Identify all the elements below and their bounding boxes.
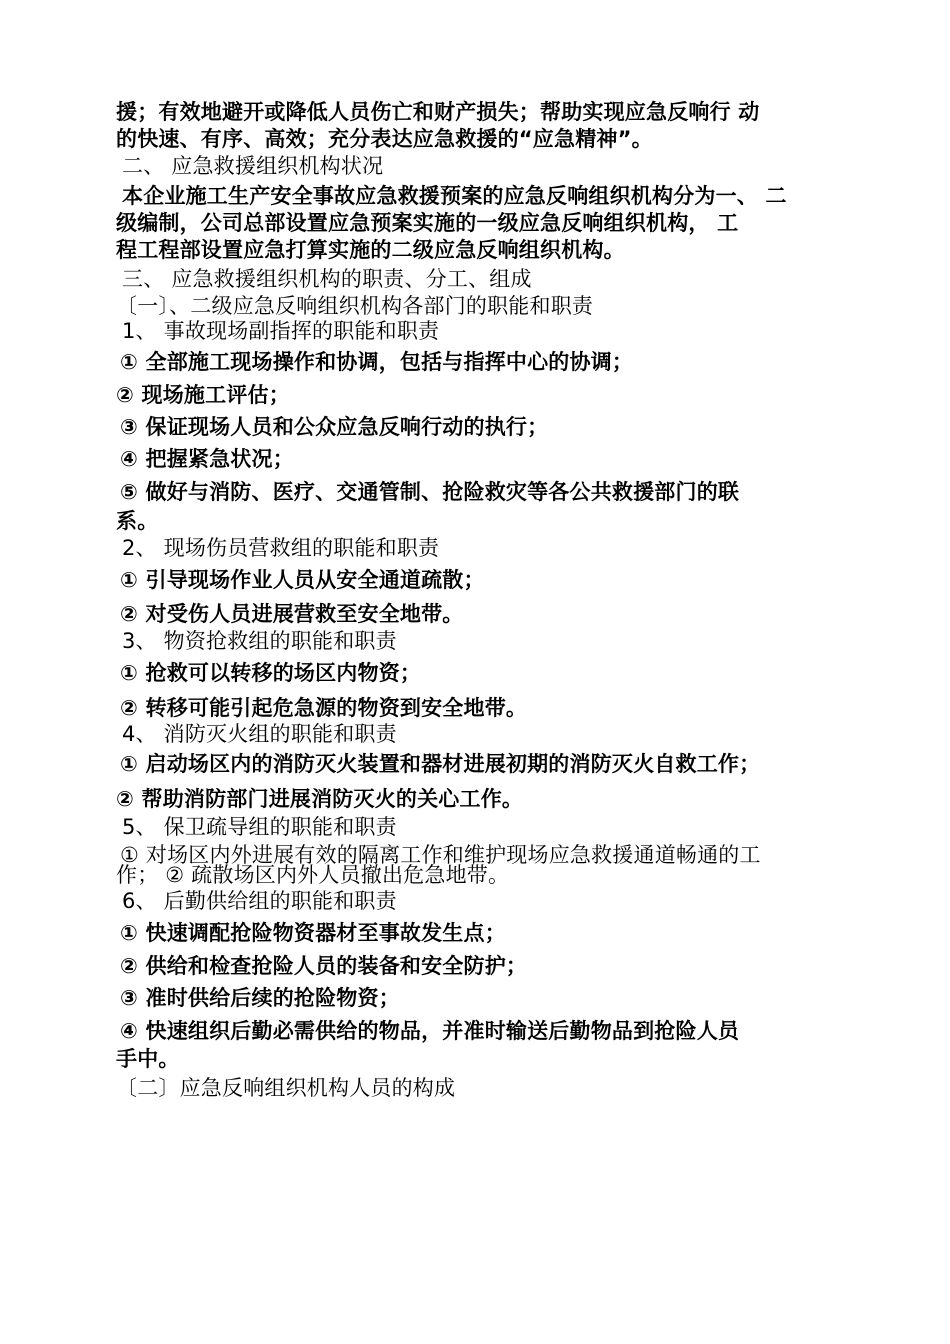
list-item: ① 对场区内外进展有效的隔离工作和维护现场应急救援通道畅通的工 bbox=[120, 843, 761, 867]
list-item: ② 供给和检查抢险人员的装备和安全防护； bbox=[120, 954, 528, 978]
list-item: ③ 保证现场人员和公众应急反响行动的执行； bbox=[120, 415, 549, 439]
list-item: ① 启动场区内的消防灭火装置和器材进展初期的消防灭火自救工作； bbox=[120, 752, 761, 776]
list-item: ① 抢救可以转移的场区内物资； bbox=[120, 661, 422, 685]
list-item: ① 快速调配抢险物资器材至事故发生点； bbox=[120, 921, 506, 945]
list-item: ⑤ 做好与消防、医疗、交通管制、抢险救灾等各公共救援部门的联 bbox=[120, 480, 740, 504]
item-heading: 1、 事故现场副指挥的职能和职责 bbox=[122, 319, 440, 343]
list-item-continuation: 系。 bbox=[116, 509, 159, 533]
list-item: ③ 准时供给后续的抢险物资； bbox=[120, 986, 400, 1010]
text-line: 援；有效地避开或降低人员伤亡和财产损失；帮助实现应急反响行 动 bbox=[116, 100, 760, 124]
item-heading: 6、 后勤供给组的职能和职责 bbox=[122, 889, 397, 913]
text-line: 程工程部设置应急打算实施的二级应急反响组织机构。 bbox=[116, 238, 625, 262]
section-heading: 三、 应急救援组织机构的职责、分工、组成 bbox=[122, 267, 532, 291]
list-item: ② 现场施工评估； bbox=[116, 383, 290, 407]
list-item: ① 引导现场作业人员从安全通道疏散； bbox=[120, 568, 485, 592]
list-item: ② 转移可能引起危急源的物资到安全地带。 bbox=[120, 696, 528, 720]
subsection-heading: 〔二〕应急反响组织机构人员的构成 bbox=[116, 1076, 456, 1100]
list-item: ① 全部施工现场操作和协调，包括与指挥中心的协调； bbox=[120, 350, 634, 374]
item-heading: 4、 消防灭火组的职能和职责 bbox=[122, 722, 397, 746]
section-heading: 二、 应急救援组织机构状况 bbox=[122, 154, 384, 178]
list-item: ④ 快速组织后勤必需供给的物品，并准时输送后勤物品到抢险人员 bbox=[120, 1019, 740, 1043]
text-line: 级编制，公司总部设置应急预案实施的一级应急反响组织机构， 工 bbox=[116, 211, 739, 235]
list-item-continuation: 手中。 bbox=[116, 1047, 180, 1071]
subsection-heading: 〔一〕、二级应急反响组织机构各部门的职能和职责 bbox=[116, 294, 594, 318]
list-item: ② 帮助消防部门进展消防灭火的关心工作。 bbox=[116, 787, 524, 811]
item-heading: 2、 现场伤员营救组的职能和职责 bbox=[122, 536, 440, 560]
list-item-continuation: 作； ② 疏散场区内外人员撤出危急地带。 bbox=[116, 863, 510, 887]
text-line: 本企业施工生产安全事故应急救援预案的应急反响组织机构分为一、 二 bbox=[122, 184, 787, 208]
list-item: ④ 把握紧急状况； bbox=[120, 447, 294, 471]
text-line: 的快速、有序、高效；充分表达应急救援的“应急精神”。 bbox=[116, 127, 653, 151]
item-heading: 5、 保卫疏导组的职能和职责 bbox=[122, 815, 397, 839]
item-heading: 3、 物资抢救组的职能和职责 bbox=[122, 629, 397, 653]
list-item: ② 对受伤人员进展营救至安全地带。 bbox=[120, 602, 464, 626]
